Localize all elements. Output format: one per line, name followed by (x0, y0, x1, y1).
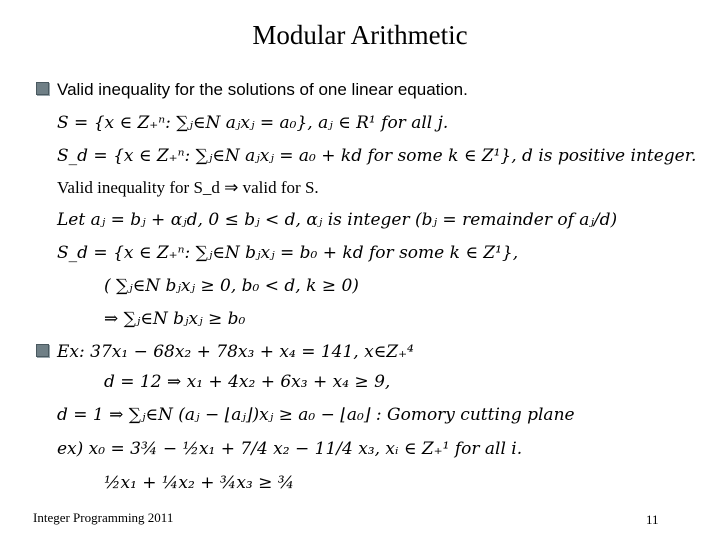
example-d12: d = 12 ⇒ x₁ + 4x₂ + 6x₃ + x₄ ≥ 9, (104, 372, 391, 392)
let-aj-definition: Let aⱼ = bⱼ + αⱼd, 0 ≤ bⱼ < d, αⱼ is integer (bⱼ = remainder of aⱼ/d) (57, 210, 618, 230)
set-sd-remainder: S_d = {x ∈ Z₊ⁿ: ∑ⱼ∈N bⱼxⱼ = b₀ + kd for some k ∈ Z¹}, (57, 243, 519, 263)
bullet-1-text: Valid inequality for the solutions of one linear equation. (57, 80, 468, 99)
square-bullet-icon (36, 82, 49, 95)
page-number: 11 (646, 512, 659, 527)
bullet-1 (36, 80, 468, 100)
gomory-cut: d = 1 ⇒ ∑ⱼ∈N (aⱼ − ⌊aⱼ⌋)xⱼ ≥ a₀ − ⌊a₀⌋ : Gomory cutting plane (57, 405, 575, 425)
example-x0: ex) x₀ = 3¾ − ½x₁ + 7/4 x₂ − 11/4 x₃, xᵢ ∈ Z₊¹ for all i. (57, 439, 523, 459)
bullet-2 (36, 342, 414, 362)
example-equation: Ex: 37x₁ − 68x₂ + 78x₃ + x₄ = 141, x∈Z₊⁴ (57, 342, 414, 362)
valid-inequality-statement: Valid inequality for S_d ⇒ valid for S. (57, 178, 319, 197)
set-s-definition: S = {x ∈ Z₊ⁿ: ∑ⱼ∈N aⱼxⱼ = a₀}, aⱼ ∈ R¹ for all j. (57, 113, 449, 133)
nonnegativity-conditions: ( ∑ⱼ∈N bⱼxⱼ ≥ 0, b₀ < d, k ≥ 0) (104, 276, 359, 296)
footer-course: Integer Programming 2011 (33, 510, 174, 525)
set-sd-definition: S_d = {x ∈ Z₊ⁿ: ∑ⱼ∈N aⱼxⱼ = a₀ + kd for some k ∈ Z¹}, d is positive integer. (57, 146, 697, 166)
implied-inequality: ⇒ ∑ⱼ∈N bⱼxⱼ ≥ b₀ (104, 309, 246, 329)
square-bullet-icon (36, 344, 49, 357)
slide-title: Modular Arithmetic (252, 20, 468, 50)
fractional-cut: ½x₁ + ¼x₂ + ¾x₃ ≥ ¾ (104, 473, 295, 493)
